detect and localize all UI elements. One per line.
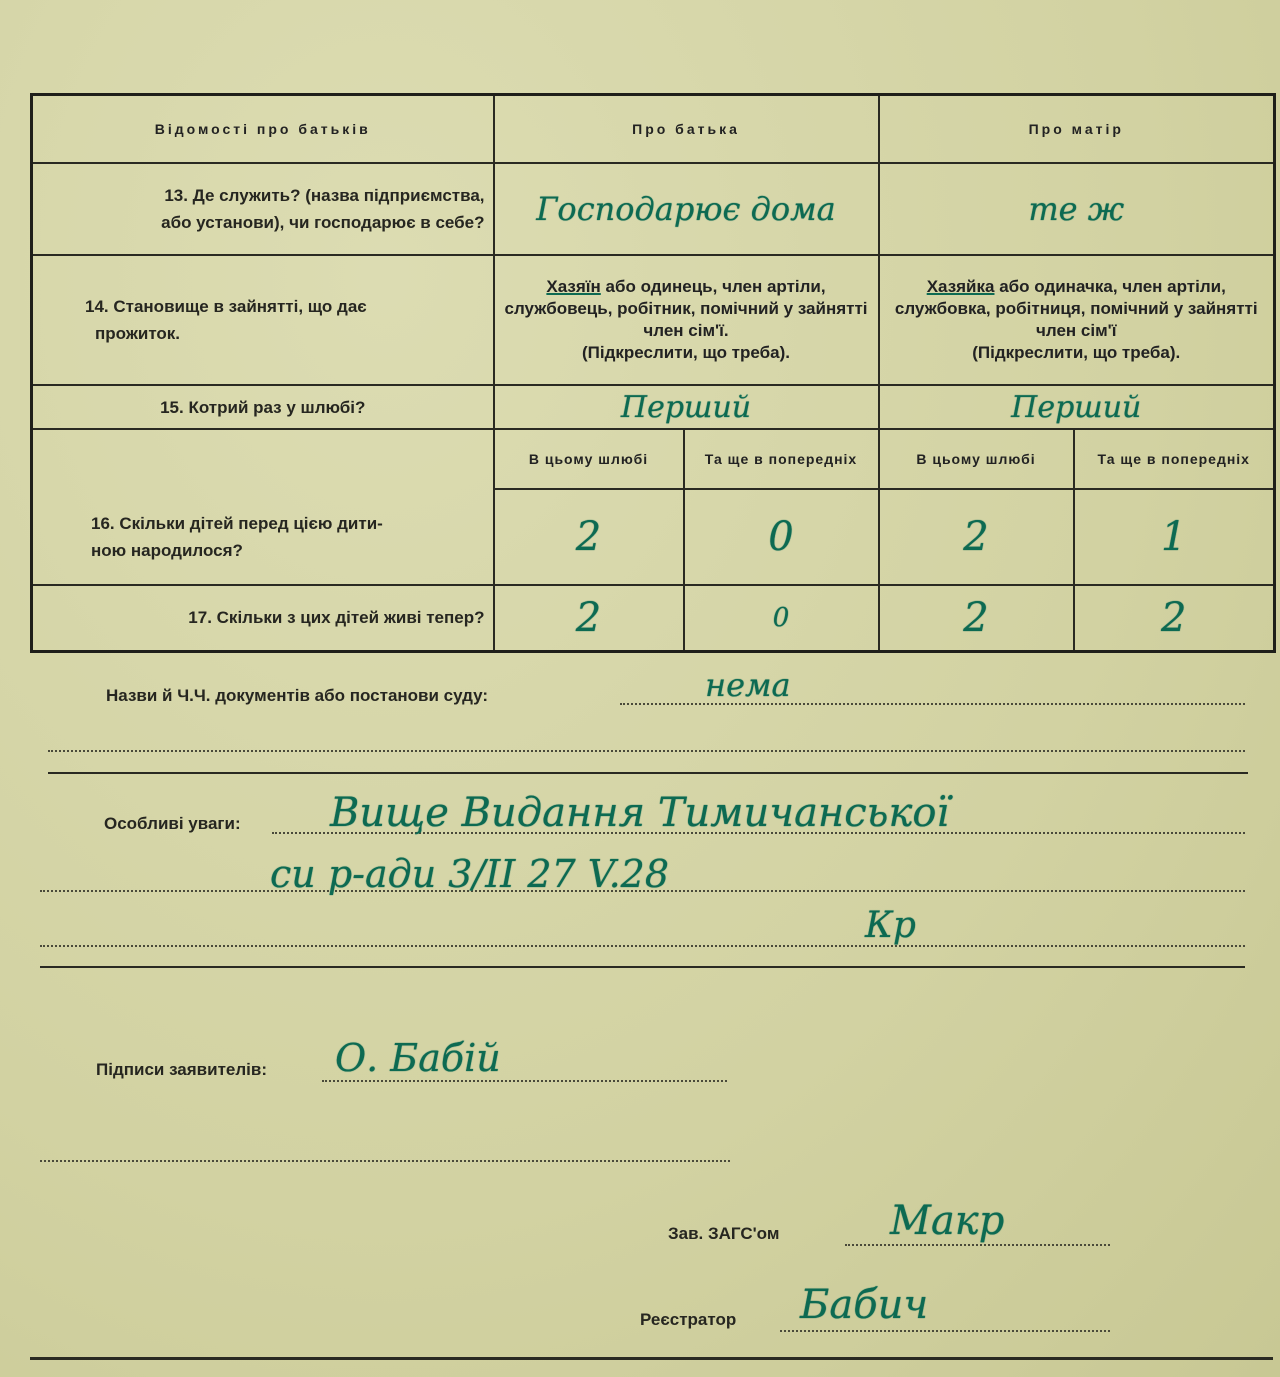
father-sub-in-marriage: В цьому шлюбі	[494, 429, 684, 489]
q15-label: 15. Котрий раз у шлюбі?	[32, 385, 494, 429]
q16-mother-previous: 1	[1074, 489, 1275, 585]
q13-label-line2: або установи), чи господарює в себе?	[161, 213, 485, 232]
row-q16	[32, 489, 1275, 585]
q14-mother-options	[879, 255, 1275, 385]
parents-info-table	[30, 93, 1276, 653]
separator-rule-2	[40, 966, 1245, 968]
zags-head-signature-line	[845, 1244, 1110, 1246]
q16-father-previous: 0	[684, 489, 879, 585]
q16-label-line2: ною народилося?	[91, 540, 243, 560]
zags-head-label: Зав. ЗАГС'ом	[668, 1224, 780, 1243]
registrar-signature-line	[780, 1330, 1110, 1332]
q14-father-options-rest: або одинець, член артіли, службовець, робітник, помічний у зайнятті член сім'ї.	[504, 277, 868, 340]
remarks-label: Особливі уваги:	[104, 814, 241, 833]
row-q14	[32, 255, 1275, 385]
remarks-value-line3: Кр	[865, 905, 916, 946]
remarks-line-3	[40, 945, 1245, 947]
q16-empty-cell	[32, 429, 494, 489]
registrar-label: Реєстратор	[640, 1310, 737, 1329]
mother-sub-previous: Та ще в попередніх	[1074, 429, 1275, 489]
separator-rule-1	[48, 772, 1248, 774]
q14-mother-options-rest: або одиначка, член артіли, службовка, робітниця, помічний у зайнятті член сім'ї	[894, 277, 1258, 340]
bottom-rule	[30, 1357, 1273, 1360]
father-sub-previous: Та ще в попередніх	[684, 429, 879, 489]
header-about-father: Про батька	[494, 95, 879, 164]
q14-mother-underlined: Хазяйка	[926, 277, 995, 296]
q16-label	[32, 489, 494, 585]
applicants-signature: О. Бабій	[335, 1036, 501, 1080]
applicants-signature-line	[322, 1080, 727, 1082]
remarks-value-line1: Вище Видання Тимичанської	[330, 790, 950, 836]
q17-mother-previous: 2	[1074, 585, 1275, 651]
q17-label: 17. Скільки з цих дітей живі тепер?	[32, 585, 494, 651]
header-parents-info: Відомості про батьків	[32, 95, 494, 164]
q17-father-previous: 0	[684, 585, 879, 651]
q17-mother-current: 2	[879, 585, 1074, 651]
q13-mother-answer: те ж	[879, 163, 1275, 255]
applicants-signature-line-2	[40, 1160, 730, 1162]
q15-father-answer: Перший	[494, 385, 879, 429]
q13-label-line1: 13. Де служить? (назва підприємства,	[164, 186, 485, 205]
documents-label: Назви й Ч.Ч. документів або постанови суду:	[106, 686, 489, 705]
row-q15	[32, 385, 1275, 429]
header-about-mother: Про матір	[879, 95, 1275, 164]
q14-label-line2: прожиток.	[95, 324, 181, 343]
applicants-signatures-label: Підписи заявителів:	[96, 1060, 267, 1079]
q14-mother-note: (Підкреслити, що треба).	[972, 343, 1181, 362]
q14-label	[32, 255, 494, 385]
q14-father-note: (Підкреслити, що треба).	[582, 343, 790, 362]
zags-head-signature: Макр	[890, 1198, 1005, 1244]
q16-label-line1: 16. Скільки дітей перед цією дити-	[91, 513, 383, 533]
row-q13	[32, 163, 1275, 255]
documents-value: нема	[705, 666, 791, 704]
q13-father-answer: Господарює дома	[494, 163, 879, 255]
q17-father-current: 2	[494, 585, 684, 651]
q16-father-current: 2	[494, 489, 684, 585]
registrar-signature: Бабич	[800, 1282, 929, 1328]
table-header-row	[32, 95, 1275, 164]
q16-mother-current: 2	[879, 489, 1074, 585]
mother-sub-in-marriage: В цьому шлюбі	[879, 429, 1074, 489]
q14-father-underlined: Хазяїн	[546, 277, 601, 296]
row-q17	[32, 585, 1275, 651]
q14-father-options	[494, 255, 879, 385]
q14-label-line1: 14. Становище в зайнятті, що дає	[85, 297, 367, 316]
q15-mother-answer: Перший	[879, 385, 1275, 429]
remarks-value-line2: си р-ади 3/II 27 V.28	[270, 852, 670, 896]
row-q16-subheader	[32, 429, 1275, 489]
q13-label	[32, 163, 494, 255]
documents-extra-line	[48, 750, 1245, 752]
